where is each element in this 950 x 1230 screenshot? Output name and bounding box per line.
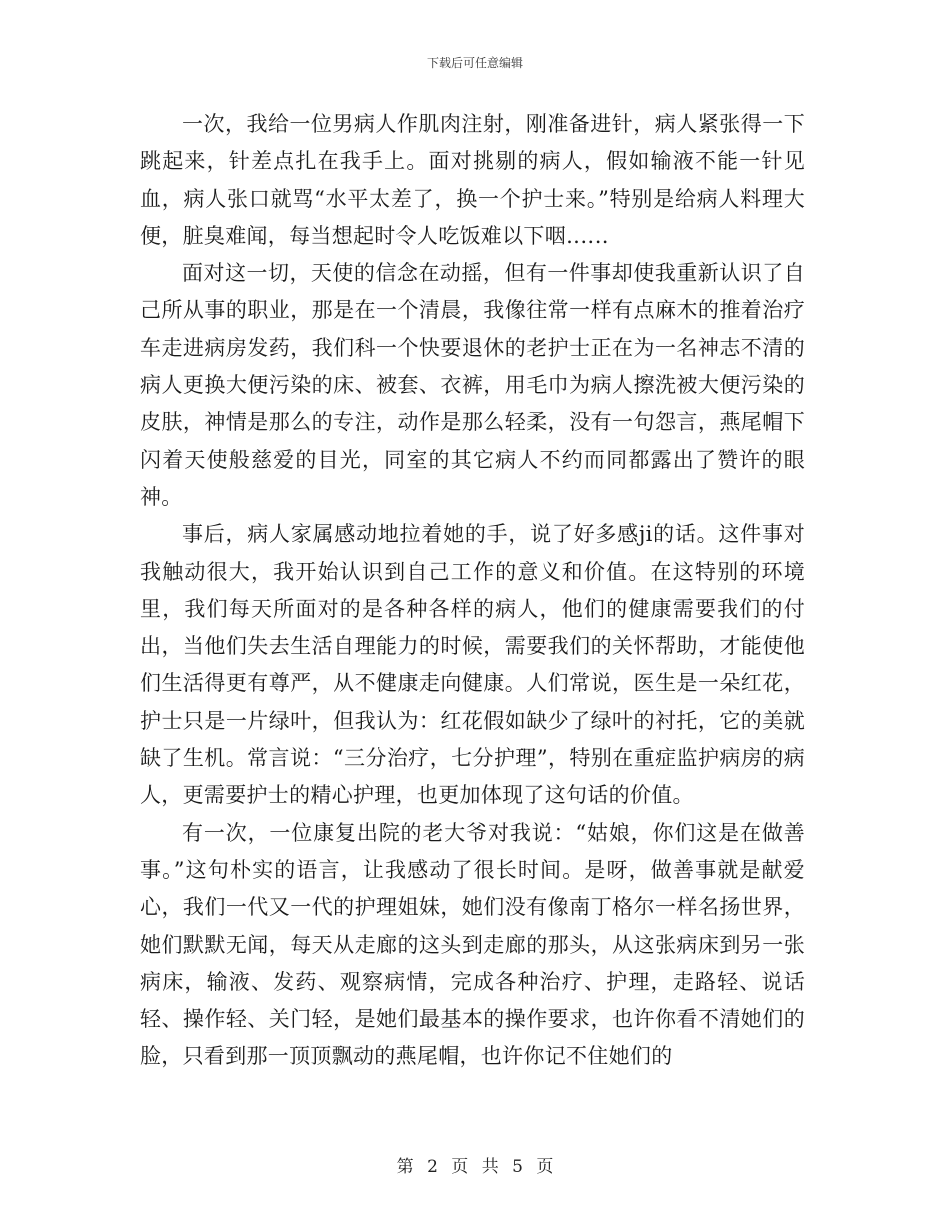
footer-total-pages: 5 xyxy=(512,1157,523,1177)
header-text: 下载后可任意编辑 xyxy=(426,56,523,70)
document-body xyxy=(140,106,805,1076)
footer-total-unit: 页 xyxy=(536,1157,554,1177)
paragraph-2: 面对这一切，天使的信念在动摇，但有一件事却使我重新认识了自己所从事的职业，那是在一个清晨，我像往常一样有点麻木的推着治疗车走进病房发药，我们科一个快要退休的老护士正在为一名神志不清的病人更换大便污染的床、被套、衣裤，用毛巾为病人擦洗被大便污染的皮肤，神情是那么的专注，动作是那么轻柔，没有一句怨言，燕尾帽下闪着天使般慈爱的目光，同室的其它病人不约而同都露出了赞许的眼神。 xyxy=(140,261,805,509)
page-footer xyxy=(0,1152,950,1177)
paragraph-1: 一次，我给一位男病人作肌肉注射，刚准备进针，病人紧张得一下跳起来，针差点扎在我手上。面对挑剔的病人，假如输液不能一针见血，病人张口就骂“水平太差了，换一个护士来。”特别是给病人料理大便，脏臭难闻，每当想起时令人吃饭难以下咽‥‥‥ xyxy=(140,112,805,248)
footer-total-word: 共 xyxy=(481,1157,499,1177)
page-header xyxy=(0,54,950,71)
paragraph-3: 事后，病人家属感动地拉着她的手，说了好多感ji的话。这件事对我触动很大，我开始认识到自己工作的意义和价值。在这特别的环境里，我们每天所面对的是各种各样的病人，他们的健康需要我们的付出，当他们失去生活自理能力的时候，需要我们的关怀帮助，才能使他们生活得更有尊严，从不健康走向健康。人们常说，医生是一朵红花，护士只是一片绿叶，但我认为：红花假如缺少了绿叶的衬托，它的美就缺了生机。常言说：“三分治疗，七分护理”，特别在重症监护病房的病人，更需要护士的精心护理，也更加体现了这句话的价值。 xyxy=(140,522,805,808)
paragraph-4: 有一次，一位康复出院的老大爷对我说：“姑娘，你们这是在做善事。”这句朴实的语言，让我感动了很长时间。是呀，做善事就是献爱心，我们一代又一代的护理姐妹，她们没有像南丁格尔一样名扬世界，她们默默无闻，每天从走廊的这头到走廊的那头，从这张病床到另一张病床，输液、发药、观察病情，完成各种治疗、护理，走路轻、说话轻、操作轻、关门轻，是她们最基本的操作要求，也许你看不清她们的脸，只看到那一顶顶飘动的燕尾帽，也许你记不住她们的 xyxy=(140,820,805,1069)
footer-current-page: 2 xyxy=(427,1157,438,1177)
footer-page-unit: 页 xyxy=(451,1157,469,1177)
footer-prefix: 第 xyxy=(396,1157,414,1177)
